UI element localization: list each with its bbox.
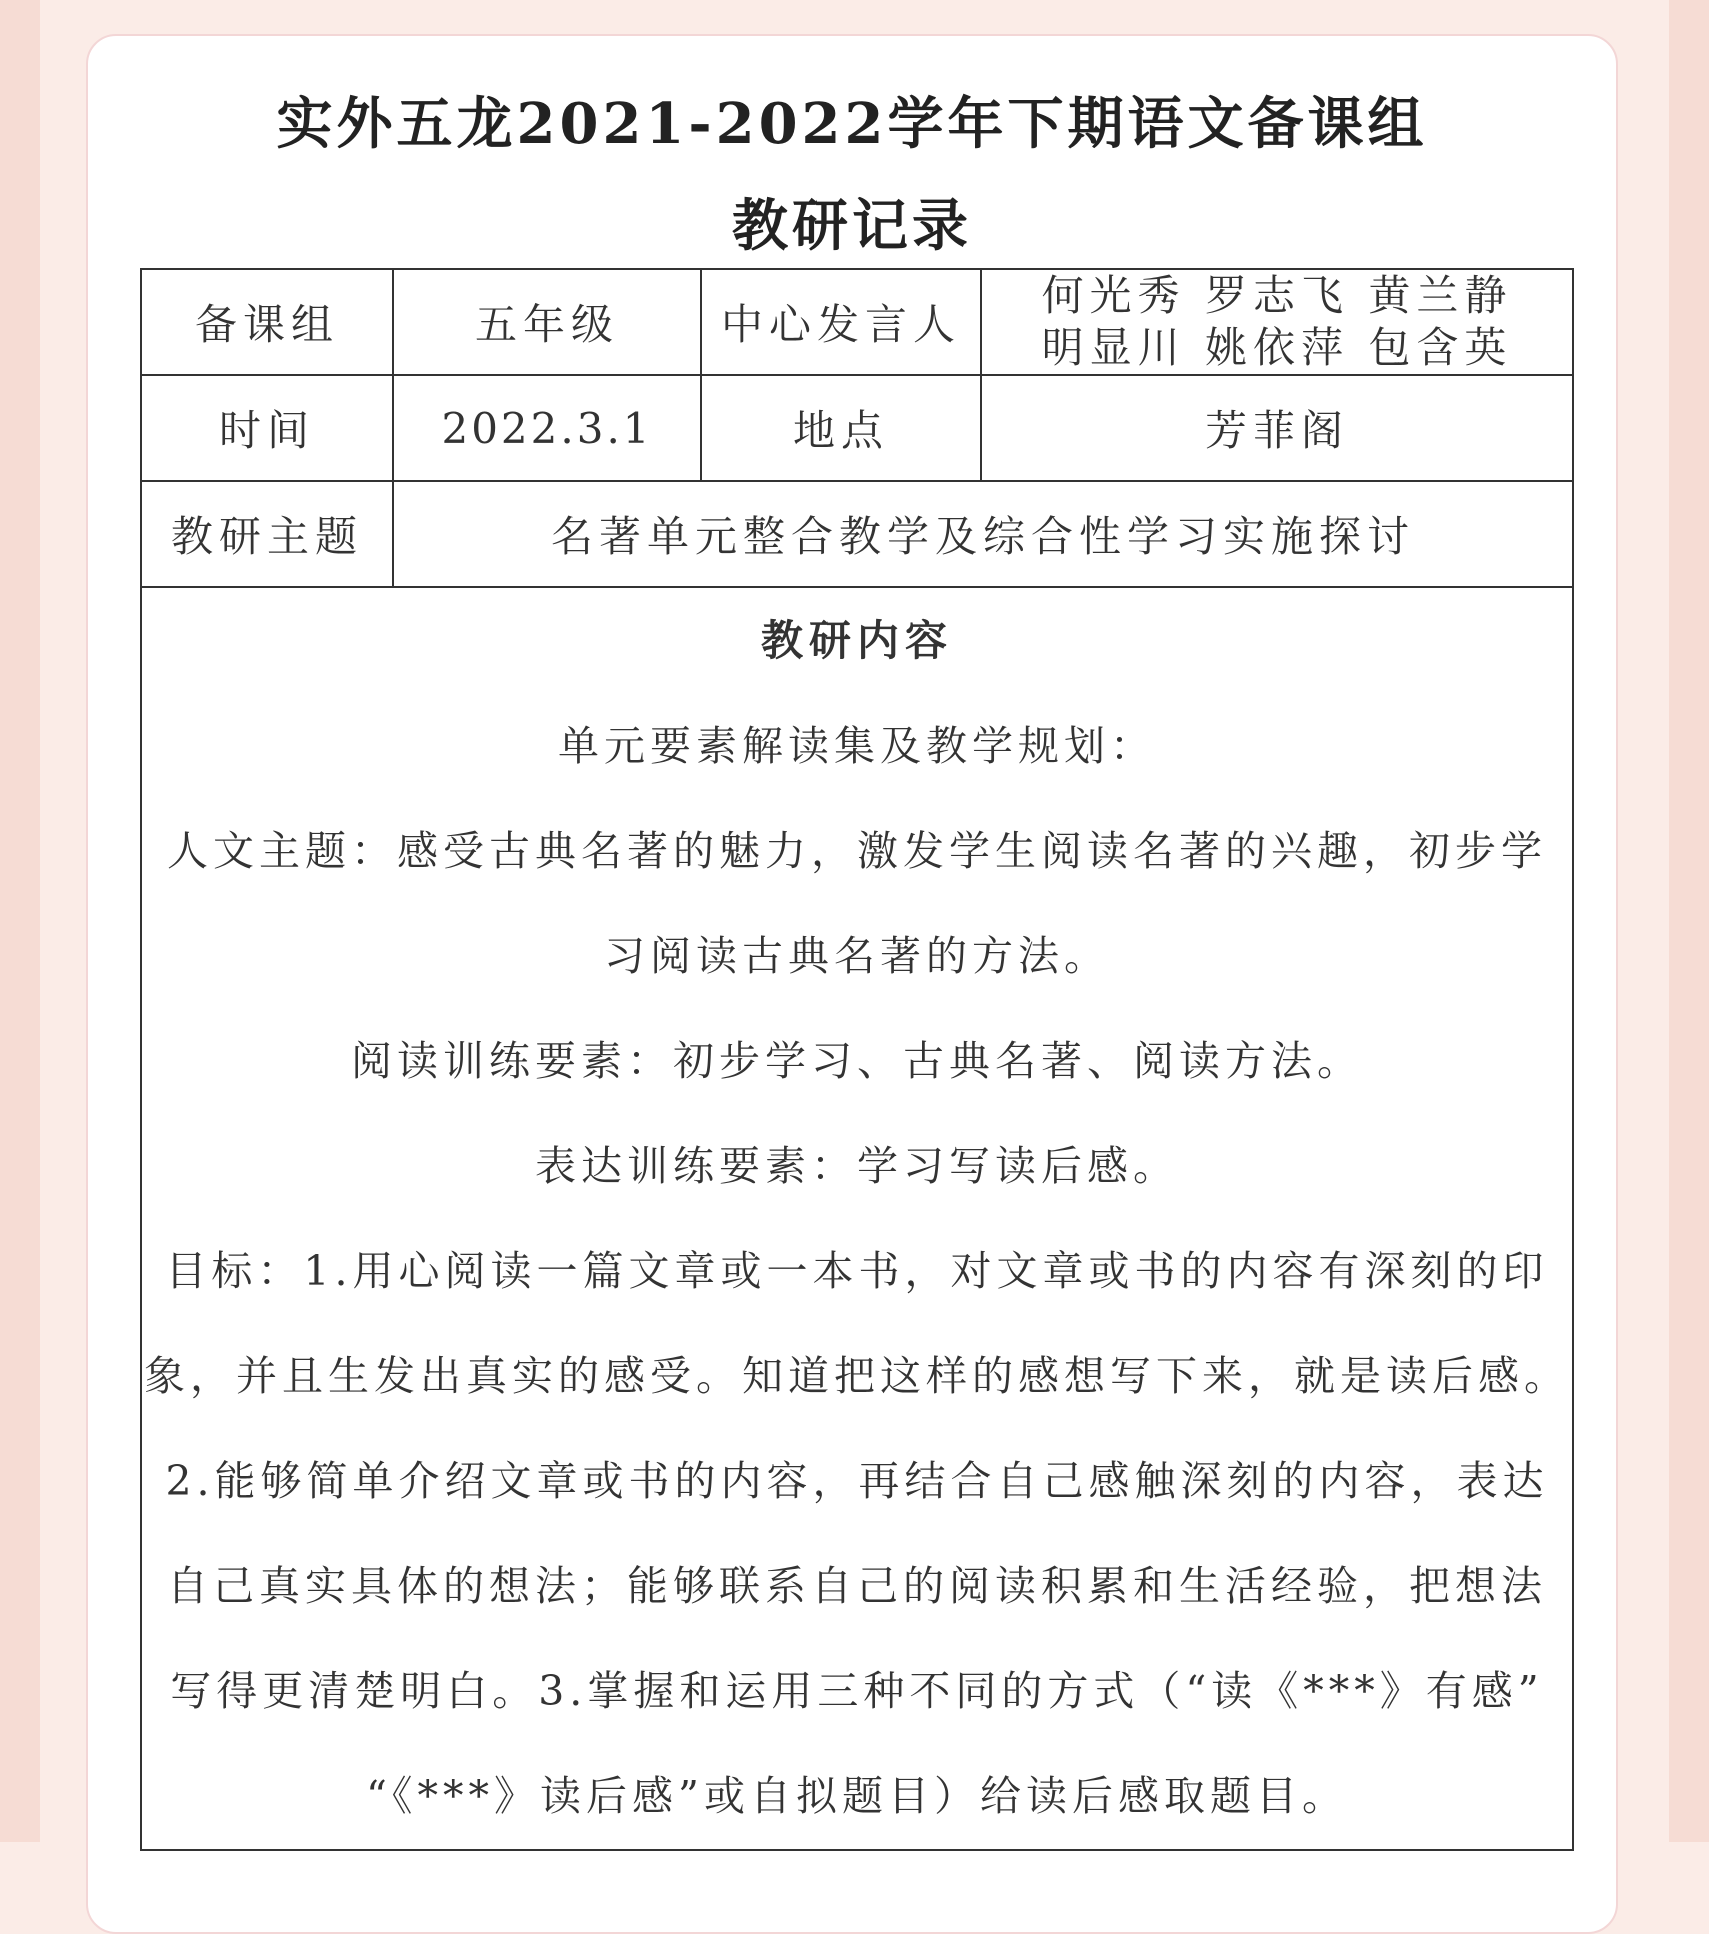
label-speaker: 中心发言人 <box>701 269 981 375</box>
speakers-line-1: 何光秀 罗志飞 黄兰静 <box>1041 271 1513 320</box>
record-table <box>140 268 1574 1851</box>
value-topic: 名著单元整合教学及综合性学习实施探讨 <box>393 481 1573 587</box>
value-time: 2022.3.1 <box>393 375 701 481</box>
content-line: 阅读训练要素：初步学习、古典名著、阅读方法。 <box>351 1037 1363 1085</box>
label-time: 时间 <box>141 375 393 481</box>
table-row-content <box>141 587 1573 1850</box>
content-line: 2.能够简单介绍文章或书的内容，再结合自己感触深刻的内容，表达 <box>165 1457 1549 1505</box>
content-line: 习阅读古典名著的方法。 <box>604 932 1110 980</box>
content-line: 目标：1.用心阅读一篇文章或一本书，对文章或书的内容有深刻的印 <box>165 1247 1549 1295</box>
content-line: 象，并且生发出真实的感受。知道把这样的感想写下来，就是读后感。 <box>144 1352 1570 1400</box>
content-line: “《***》读后感”或自拟题目）给读后感取题目。 <box>366 1772 1348 1820</box>
document-subtitle: 教研记录 <box>732 193 972 259</box>
value-place: 芳菲阁 <box>981 375 1573 481</box>
label-place: 地点 <box>701 375 981 481</box>
table-row-group <box>141 269 1573 375</box>
table-row-time <box>141 375 1573 481</box>
label-topic: 教研主题 <box>141 481 393 587</box>
content-line: 自己真实具体的想法；能够联系自己的阅读积累和生活经验，把想法 <box>167 1562 1547 1610</box>
content-line: 单元要素解读集及教学规划： <box>558 722 1156 770</box>
content-line: 表达训练要素：学习写读后感。 <box>535 1142 1179 1190</box>
content-cell <box>141 587 1573 1850</box>
table-row-topic <box>141 481 1573 587</box>
page-margin-left <box>0 0 40 1842</box>
document-card <box>86 34 1618 1934</box>
document-title: 实外五龙2021-2022学年下期语文备课组 <box>276 91 1428 157</box>
value-speakers <box>981 269 1573 375</box>
content-line: 人文主题：感受古典名著的魅力，激发学生阅读名著的兴趣，初步学 <box>167 827 1547 875</box>
speakers-line-2: 明显川 姚依萍 包含英 <box>1041 323 1513 372</box>
label-group: 备课组 <box>141 269 393 375</box>
value-group: 五年级 <box>393 269 701 375</box>
page-margin-right <box>1669 0 1709 1842</box>
content-heading: 教研内容 <box>760 616 953 665</box>
content-line: 写得更清楚明白。3.掌握和运用三种不同的方式（“读《***》有感” <box>170 1667 1544 1715</box>
